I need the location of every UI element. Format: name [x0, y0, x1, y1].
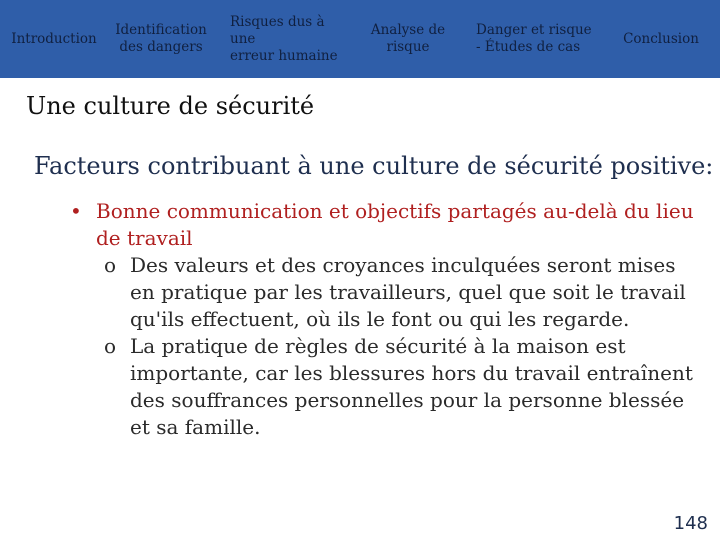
navigation-bar: [0, 0, 720, 78]
sub-bullet-marker: o: [104, 253, 117, 277]
nav-tab-label-line2: erreur humaine: [230, 47, 338, 64]
sub-bullet-list: [104, 252, 706, 441]
slide-heading: Facteurs contribuant à une culture de sécurité positive:: [34, 152, 714, 180]
sub-bullet-marker: o: [104, 334, 117, 358]
sub-bullet-item: [104, 333, 706, 441]
sub-bullet-text: Des valeurs et des croyances inculquées seront mises en pratique par les travailleurs, quel que soit le travail qu'ils effectuent, où ils le font ou qui les regarde.: [130, 253, 686, 331]
sub-bullet-text: La pratique de règles de sécurité à la maison est importante, car les blessures hors du travail entraînent des souffrances personnelles pour la personne blessée et sa famille.: [130, 334, 693, 439]
nav-tab-label-line2: - Études de cas: [476, 39, 581, 55]
nav-tab-label-line2: risque: [386, 39, 430, 55]
nav-tab-label: Conclusion: [623, 30, 699, 47]
bullet-item: [66, 198, 706, 252]
nav-tab-label: Introduction: [11, 30, 97, 47]
nav-tab-label-line1: Analyse de: [370, 22, 446, 38]
bullet-marker: •: [70, 199, 82, 223]
nav-tab-conclusion[interactable]: [616, 0, 706, 78]
nav-tab-danger-et-risque[interactable]: [476, 0, 606, 78]
nav-tab-label-line1: Identification: [115, 22, 207, 38]
bullet-text: Bonne communication et objectifs partagés au-delà du lieu de travail: [96, 199, 694, 250]
bullet-list: [66, 198, 706, 441]
nav-tab-introduction[interactable]: [6, 0, 102, 78]
page-number: 148: [673, 513, 708, 534]
nav-tab-label-line1: Danger et risque: [476, 22, 592, 38]
nav-tab-risques-erreur-humaine[interactable]: [230, 0, 354, 78]
nav-tab-identification-des-dangers[interactable]: [108, 0, 214, 78]
sub-bullet-item: [104, 252, 706, 333]
section-title: Une culture de sécurité: [26, 92, 315, 120]
nav-tab-label-line1: Risques dus à une: [230, 13, 325, 47]
nav-tab-label-line2: des dangers: [119, 39, 203, 55]
nav-tab-analyse-de-risque[interactable]: [362, 0, 454, 78]
